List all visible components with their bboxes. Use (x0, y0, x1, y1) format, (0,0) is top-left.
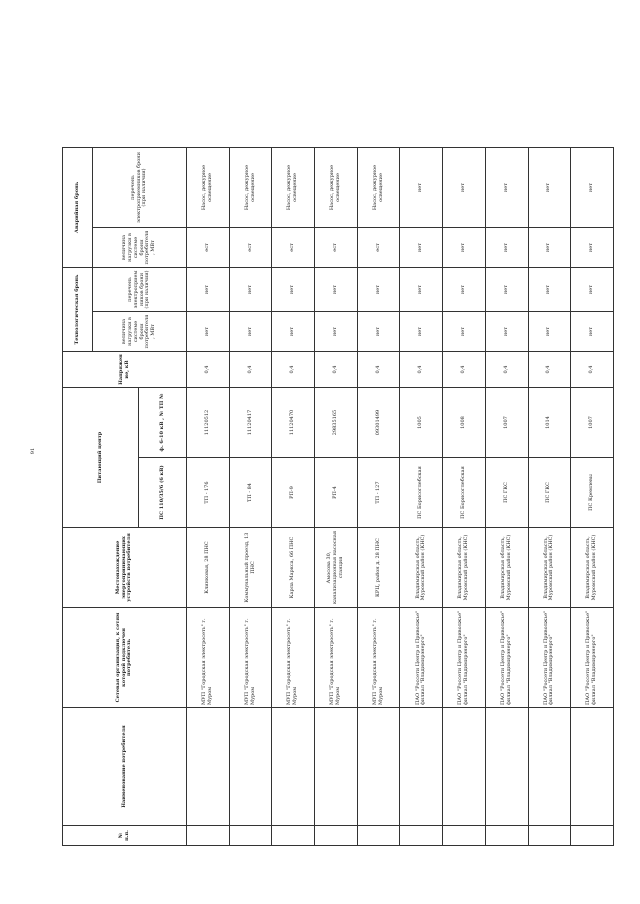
consumer-cell (485, 708, 528, 826)
ps-cell: ПС Кремлевы (571, 458, 614, 528)
tech-value-header: величина нагрузки в системе брони потребителя, МВт (93, 312, 187, 352)
num-cell (443, 826, 486, 846)
consumer-cell (187, 708, 230, 826)
num-cell (485, 826, 528, 846)
network-cell: ПАО "Россети Центр и Приволжье" филиал "Владимирэнерго" (400, 608, 443, 708)
consumer-cell (229, 708, 272, 826)
tech-list-cell: нет (400, 268, 443, 312)
network-cell: ПАО "Россети Центр и Приволжье" филиал "Владимирэнерго" (571, 608, 614, 708)
tech-value-cell: нет (357, 312, 400, 352)
ps-cell: РП-9 (272, 458, 315, 528)
col-num-header: № п.п. (63, 826, 187, 846)
col-voltage-header: Напряжение, кВ (63, 352, 187, 388)
em-list-cell: Насос, дежурное освещение (272, 147, 315, 227)
em-value-cell: ест (357, 228, 400, 268)
feeder-cell: 11120470 (272, 388, 315, 458)
num-cell (571, 826, 614, 846)
ps-cell: РП-4 (315, 458, 358, 528)
network-cell: МУП "Городская электросеть" г. Муром (315, 608, 358, 708)
page-number: 91 (30, 447, 37, 455)
tech-value-cell: нет (187, 312, 230, 352)
network-cell: МУП "Городская электросеть" г. Муром (229, 608, 272, 708)
tech-list-cell: нет (229, 268, 272, 312)
em-list-cell: Насос, дежурное освещение (315, 147, 358, 227)
table-row (571, 147, 614, 845)
voltage-cell: 0,4 (528, 352, 571, 388)
voltage-cell: 0,4 (485, 352, 528, 388)
tech-list-cell: нет (357, 268, 400, 312)
tech-value-cell: нет (229, 312, 272, 352)
location-cell: Владимирская область, Муромский район (КНС) (571, 528, 614, 608)
em-list-cell: нет (571, 147, 614, 227)
ps-header: ПС 110/35/6 (6 кВ) (139, 458, 187, 528)
num-cell (272, 826, 315, 846)
network-cell: МУП "Городская электросеть" г. Муром (187, 608, 230, 708)
voltage-cell: 0,4 (400, 352, 443, 388)
num-cell (400, 826, 443, 846)
table-row (528, 147, 571, 845)
network-cell: ПАО "Россети Центр и Приволжье" филиал "Владимирэнерго" (528, 608, 571, 708)
em-list-cell: Насос, дежурное освещение (229, 147, 272, 227)
voltage-cell: 0,4 (315, 352, 358, 388)
tech-value-cell: нет (571, 312, 614, 352)
col-tech-armor-header: Технологическая бронь (63, 268, 93, 352)
em-list-cell: Насос, дежурное освещение (187, 147, 230, 227)
tech-value-cell: нет (443, 312, 486, 352)
table-body (187, 147, 614, 845)
em-value-cell: нет (571, 228, 614, 268)
voltage-cell: 0,4 (571, 352, 614, 388)
location-cell: Владимирская область, Муромский район (КНС) (485, 528, 528, 608)
em-value-cell: ест (229, 228, 272, 268)
consumer-cell (400, 708, 443, 826)
table-row (443, 147, 486, 845)
location-cell: Карла Маркса, 66 ПНС (272, 528, 315, 608)
voltage-cell: 0,4 (272, 352, 315, 388)
tech-value-cell: нет (315, 312, 358, 352)
location-cell: Амосова 30, канализационная насосная станция (315, 528, 358, 608)
em-list-cell: нет (528, 147, 571, 227)
location-cell: КРЦ, район д. 28 ПНС (357, 528, 400, 608)
num-cell (187, 826, 230, 846)
consumer-cell (443, 708, 486, 826)
num-cell (528, 826, 571, 846)
consumer-cell (571, 708, 614, 826)
feeder-cell: 1014 (528, 388, 571, 458)
em-list-header: перечень электроприемников брони (при наличии) (93, 147, 187, 227)
consumer-cell (315, 708, 358, 826)
feeder-header: ф. 6-10 кВ , № ТП № (139, 388, 187, 458)
tech-value-cell: нет (528, 312, 571, 352)
em-value-cell: нет (400, 228, 443, 268)
tech-list-cell: нет (528, 268, 571, 312)
ps-cell: ПС Борисоглебская (400, 458, 443, 528)
ps-cell: ТП - 84 (229, 458, 272, 528)
table-row (187, 147, 230, 845)
em-value-cell: нет (443, 228, 486, 268)
location-cell: Владимирская область, Муромский район (КНС) (528, 528, 571, 608)
em-value-cell: ест (187, 228, 230, 268)
location-cell: Клинковая, 28 ПНС (187, 528, 230, 608)
ps-cell: ТП - 176 (187, 458, 230, 528)
voltage-cell: 0,4 (357, 352, 400, 388)
ps-cell: ПС ГКС (528, 458, 571, 528)
tech-list-cell: нет (272, 268, 315, 312)
col-emergency-armor-header: Аварийная бронь (63, 147, 93, 267)
consumer-cell (272, 708, 315, 826)
table-row (357, 147, 400, 845)
feeder-cell: 1007 (485, 388, 528, 458)
feeder-cell: 1008 (443, 388, 486, 458)
feeder-cell: 29835165 (315, 388, 358, 458)
rotated-table-wrapper (62, 148, 614, 846)
network-cell: ПАО "Россети Центр и Приволжье" филиал "Владимирэнерго" (443, 608, 486, 708)
em-value-cell: нет (485, 228, 528, 268)
tech-list-cell: нет (315, 268, 358, 312)
col-location-header: Местонахождение энергопринимающих устройств потребителя (63, 528, 187, 608)
table-row (229, 147, 272, 845)
voltage-cell: 0,4 (187, 352, 230, 388)
num-cell (229, 826, 272, 846)
network-cell: МУП "Городская электросеть" г. Муром (272, 608, 315, 708)
consumer-cell (528, 708, 571, 826)
em-list-cell: нет (485, 147, 528, 227)
location-cell: Владимирская область, Муромский район (КНС) (400, 528, 443, 608)
tech-list-cell: нет (485, 268, 528, 312)
feeder-cell: 1005 (400, 388, 443, 458)
feeder-cell: 1007 (571, 388, 614, 458)
table-row (485, 147, 528, 845)
col-feeding-center-header: Питающий центр (63, 388, 139, 528)
network-cell: МУП "Городская электросеть" г. Муром (357, 608, 400, 708)
tech-value-cell: нет (400, 312, 443, 352)
tech-value-cell: нет (272, 312, 315, 352)
tech-value-cell: нет (485, 312, 528, 352)
feeder-cell: 11120512 (187, 388, 230, 458)
ps-cell: ТП - 127 (357, 458, 400, 528)
location-cell: Владимирская область, Муромский район (КНС) (443, 528, 486, 608)
armor-table (62, 147, 614, 846)
ps-cell: ПС ГКС (485, 458, 528, 528)
em-value-cell: ест (272, 228, 315, 268)
tech-list-cell: нет (187, 268, 230, 312)
consumer-cell (357, 708, 400, 826)
feeder-cell: 09301499 (357, 388, 400, 458)
tech-list-cell: нет (571, 268, 614, 312)
table-row (272, 147, 315, 845)
location-cell: Коммунальный проезд, 13 ПНС (229, 528, 272, 608)
feeder-cell: 11120417 (229, 388, 272, 458)
col-consumer-header: Наименование потребителя (63, 708, 187, 826)
em-list-cell: Насос, дежурное освещение (357, 147, 400, 227)
tech-list-cell: нет (443, 268, 486, 312)
network-cell: ПАО "Россети Центр и Приволжье" филиал "Владимирэнерго" (485, 608, 528, 708)
ps-cell: ПС Борисоглебская (443, 458, 486, 528)
num-cell (357, 826, 400, 846)
num-cell (315, 826, 358, 846)
em-value-cell: нет (528, 228, 571, 268)
table-row (315, 147, 358, 845)
em-value-header: величина нагрузки в системе брони потребителя, МВт (93, 228, 187, 268)
voltage-cell: 0,4 (229, 352, 272, 388)
tech-list-header: перечень электроприемников брони (при наличии) (93, 268, 187, 312)
col-network-header: Сетевая организация, к сетям которой подключен потребитель (63, 608, 187, 708)
em-value-cell: ест (315, 228, 358, 268)
voltage-cell: 0,4 (443, 352, 486, 388)
table-row (400, 147, 443, 845)
em-list-cell: нет (443, 147, 486, 227)
em-list-cell: нет (400, 147, 443, 227)
